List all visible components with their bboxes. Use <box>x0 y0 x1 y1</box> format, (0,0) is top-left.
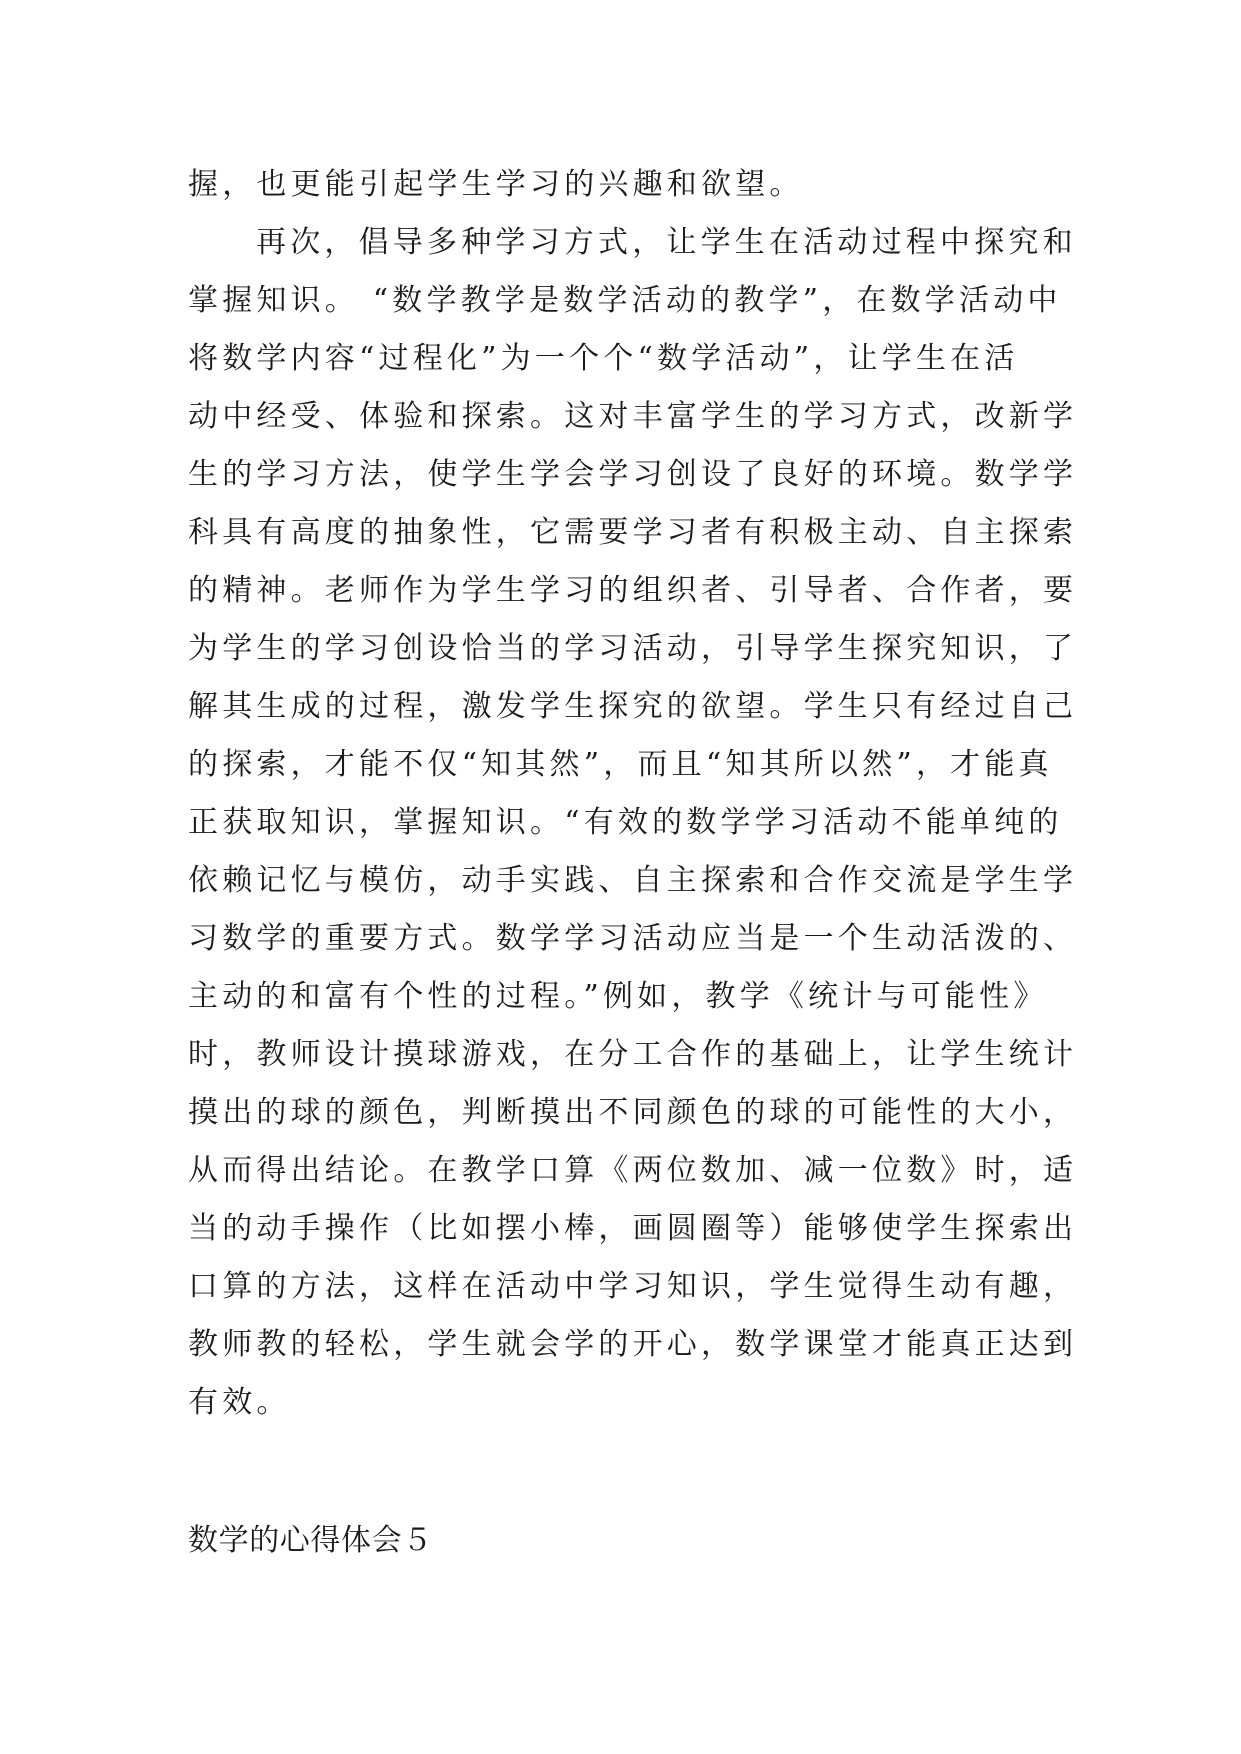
text-line: 科具有高度的抽象性，它需要学习者有积极主动、自主探索 <box>188 515 1078 550</box>
body-text <box>188 156 1078 1570</box>
text-line: 生的学习方法，使学生学会学习创设了良好的环境。数学学 <box>188 457 1078 492</box>
text-line: 的精神。老师作为学生学习的组织者、引导者、合作者，要 <box>188 573 1078 608</box>
text-line: 将数学内容“过程化”为一个个“数学活动”，让学生在活 <box>188 341 1019 376</box>
text-line: 从而得出结论。在教学口算《两位数加、减一位数》时，适 <box>188 1153 1078 1188</box>
text-line: 解其生成的过程，激发学生探究的欲望。学生只有经过自己 <box>188 689 1078 724</box>
text-line: 当的动手操作（比如摆小棒，画圆圈等）能够使学生探索出 <box>188 1211 1078 1246</box>
text-line: 习数学的重要方式。数学学习活动应当是一个生动活泼的、 <box>188 921 1078 956</box>
text-line: 动中经受、体验和探索。这对丰富学生的学习方式，改新学 <box>188 399 1078 434</box>
text-line: 时，教师设计摸球游戏，在分工合作的基础上，让学生统计 <box>188 1037 1078 1072</box>
text-line: 教师教的轻松，学生就会学的开心，数学课堂才能真正达到 <box>188 1327 1078 1362</box>
text-line: 主动的和富有个性的过程。”例如，教学《统计与可能性》 <box>188 979 1048 1014</box>
text-line: 有效。 <box>188 1385 291 1420</box>
text-line: 为学生的学习创设恰当的学习活动，引导学生探究知识，了 <box>188 631 1078 666</box>
paragraph-first-line: 再次，倡导多种学习方式，让学生在活动过程中探究和 <box>256 225 1077 260</box>
text-line: 握，也更能引起学生学习的兴趣和欲望。 <box>188 167 804 202</box>
section-heading: 数学的心得体会５ <box>188 1523 433 1558</box>
text-line: 口算的方法，这样在活动中学习知识，学生觉得生动有趣， <box>188 1269 1078 1304</box>
text-line: 依赖记忆与模仿，动手实践、自主探索和合作交流是学生学 <box>188 863 1078 898</box>
text-line: 掌握知识。 “数学教学是数学活动的教学”，在数学活动中 <box>188 283 1062 318</box>
text-line: 摸出的球的颜色，判断摸出不同颜色的球的可能性的大小， <box>188 1095 1078 1130</box>
text-line: 正获取知识，掌握知识。“有效的数学学习活动不能单纯的 <box>188 805 1063 840</box>
section-gap <box>188 1432 1068 1512</box>
text-line: 的探索，才能不仅“知其然”，而且“知其所以然”，才能真 <box>188 747 1053 782</box>
